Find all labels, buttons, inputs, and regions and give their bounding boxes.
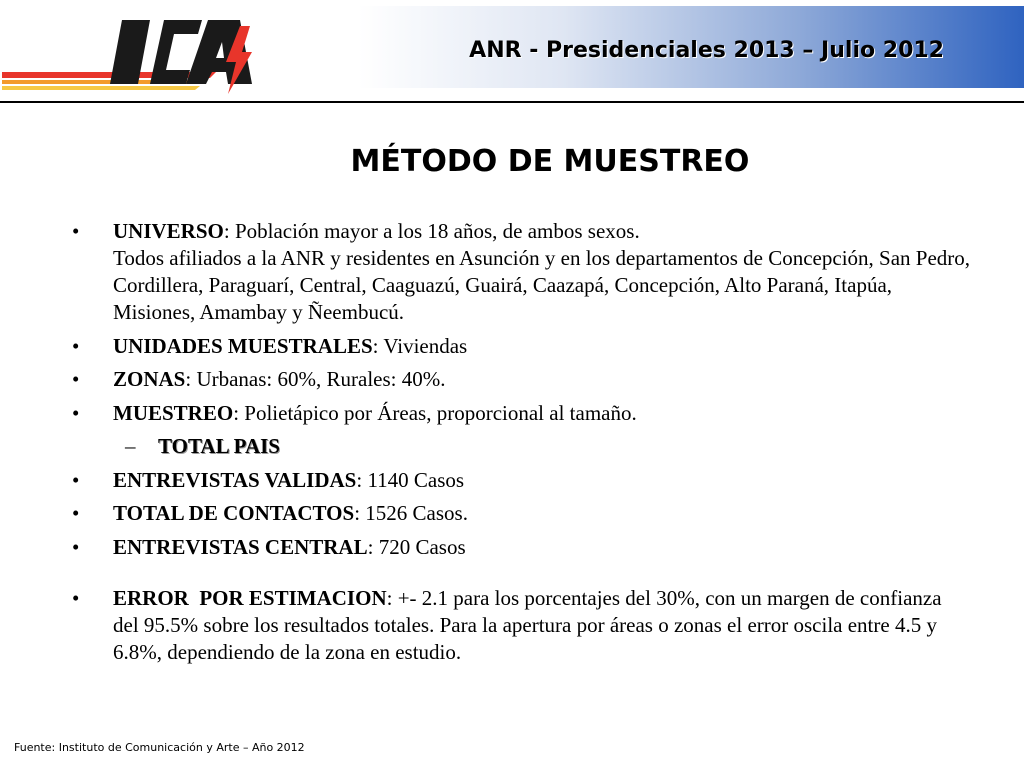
bullet-icon: • bbox=[72, 534, 80, 559]
item-label: MUESTREO bbox=[113, 400, 234, 425]
sub-item-total-pais bbox=[72, 433, 972, 460]
bullet-icon: • bbox=[72, 585, 80, 610]
item-label: TOTAL DE CONTACTOS bbox=[113, 501, 355, 525]
item-text: : 1526 Casos. bbox=[354, 501, 468, 525]
item-label: UNIDADES MUESTRALES bbox=[113, 333, 373, 358]
bullet-icon: • bbox=[72, 219, 80, 243]
item-text: : Población mayor a los 18 años, de ambos sexos. bbox=[223, 219, 640, 243]
slide-title: MÉTODO DE MUESTREO bbox=[350, 144, 750, 179]
header-divider bbox=[0, 101, 1024, 103]
ica-logo bbox=[2, 6, 254, 102]
item-text: : +- 2.1 para los porcentajes del 30%, con un margen de confianza del 95.5% sobre los resultados totales. Para la apertura por áreas o zonas el error oscila entre 4.5 y 6.8%, dependiendo de la zona en estudio. bbox=[113, 585, 942, 664]
bullet-icon: • bbox=[72, 333, 80, 358]
item-label: ERROR POR ESTIMACION bbox=[113, 585, 387, 610]
list-item-zonas bbox=[72, 366, 972, 393]
bullet-icon: • bbox=[72, 467, 80, 492]
list-item-muestreo bbox=[72, 400, 972, 427]
bullet-icon: • bbox=[72, 400, 80, 425]
footer-source: Fuente: Instituto de Comunicación y Arte – Año 2012 bbox=[14, 741, 305, 754]
list-item-entrevistas-validas bbox=[72, 467, 972, 494]
item-text: : Viviendas bbox=[372, 333, 468, 358]
bullet-icon: • bbox=[72, 367, 80, 391]
bullet-icon: • bbox=[72, 501, 80, 525]
item-label: ZONAS bbox=[113, 367, 186, 391]
bullet-list bbox=[72, 218, 972, 672]
item-label: ENTREVISTAS VALIDAS bbox=[113, 467, 357, 492]
list-item-total-contactos bbox=[72, 500, 972, 527]
item-extra-text: Todos afiliados a la ANR y residentes en Asunción y en los departamentos de Concepción, San Pedro, Cordillera, Paraguarí, Central, Caaguazú, Guairá, Caazapá, Concepción, Alto Paraná, Itapúa, Misiones, Amambay y Ñeembucú. bbox=[113, 246, 971, 324]
item-label: UNIVERSO bbox=[113, 219, 224, 243]
dash-icon: – bbox=[125, 434, 136, 458]
item-text: : 720 Casos bbox=[367, 534, 466, 559]
sub-item-label: TOTAL PAIS bbox=[158, 434, 280, 458]
item-label: ENTREVISTAS CENTRAL bbox=[113, 534, 368, 559]
item-text: : Urbanas: 60%, Rurales: 40%. bbox=[185, 367, 446, 391]
item-text: : 1140 Casos bbox=[356, 467, 465, 492]
list-item-error bbox=[72, 585, 972, 666]
header-title: ANR - Presidenciales 2013 – Julio 2012 bbox=[469, 38, 944, 63]
list-item-unidades bbox=[72, 333, 972, 360]
list-item-universo bbox=[72, 218, 972, 326]
item-text: : Polietápico por Áreas, proporcional al tamaño. bbox=[233, 400, 637, 425]
list-item-entrevistas-central bbox=[72, 534, 972, 561]
